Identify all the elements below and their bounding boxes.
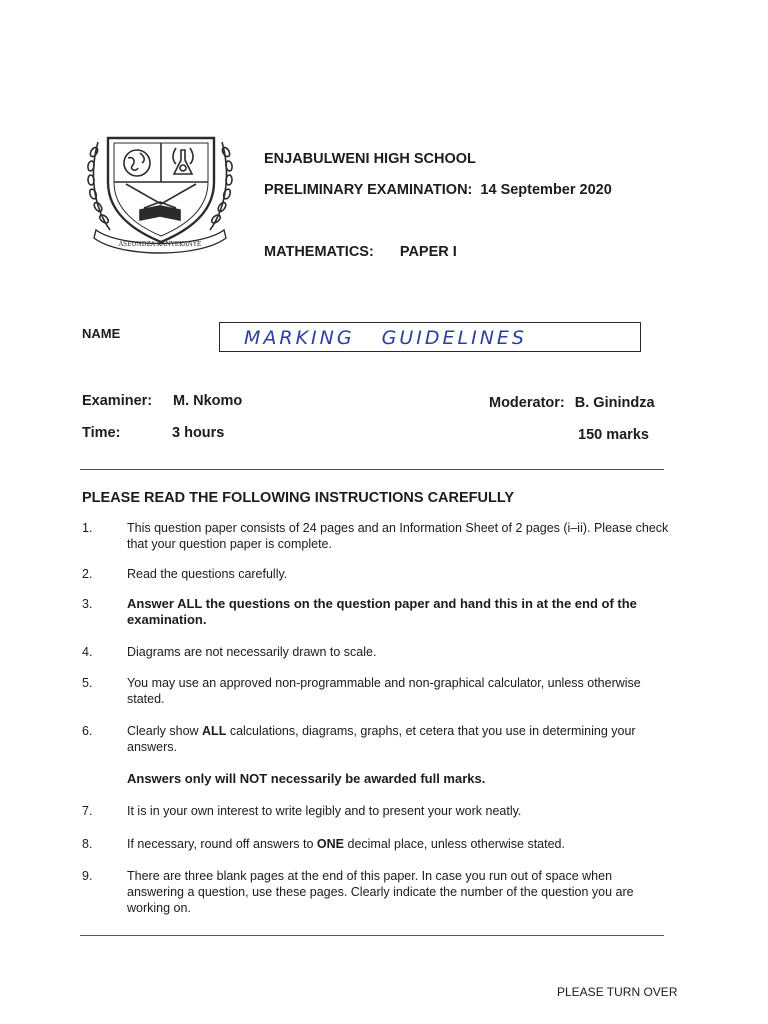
instruction-text: You may use an approved non-programmable and non-graphical calculator, unless otherwise stated.: [127, 676, 641, 706]
instructions-heading: PLEASE READ THE FOLLOWING INSTRUCTIONS CAREFULLY: [82, 490, 515, 506]
exam-date: 14 September 2020: [480, 182, 612, 198]
open-book-icon: [140, 202, 180, 220]
exam-label: PRELIMINARY EXAMINATION:: [264, 182, 473, 198]
instruction-number: 3.: [82, 597, 93, 611]
instruction-text-part: If necessary, round off answers to: [127, 837, 317, 851]
name-handwritten-value: MARKING GUIDELINES: [244, 327, 527, 349]
paper-label: PAPER I: [399, 244, 457, 260]
laurel-left-icon: [87, 142, 110, 230]
instruction-number: 4.: [82, 645, 93, 659]
name-label: NAME: [82, 326, 121, 341]
instruction-text-part: calculations, diagrams, graphs, et cetera that you use in determining your answers.: [127, 724, 636, 754]
instruction-text: It is in your own interest to write legibly and to present your work neatly.: [127, 804, 522, 818]
instruction-number: 2.: [82, 567, 93, 581]
instruction-text: This question paper consists of 24 pages and an Information Sheet of 2 pages (i–ii). Please check that your question paper is complete.: [127, 521, 669, 551]
instruction-item: [82, 836, 672, 852]
instruction-text: [127, 836, 672, 852]
moderator: [489, 395, 655, 411]
instruction-item: [82, 868, 672, 916]
flask-icon: [173, 148, 193, 174]
instruction-number: 5.: [82, 676, 93, 690]
instruction-text-part: decimal place, unless otherwise stated.: [344, 837, 565, 851]
instruction-emphasis: ONE: [316, 837, 345, 851]
instruction-note: [82, 771, 672, 787]
instruction-item: [82, 675, 672, 707]
instruction-text: There are three blank pages at the end of this paper. In case you run out of space when answering a question, use these pages. Clearly indicate the number of the question you are working on.: [127, 869, 634, 915]
instruction-text: Answers only will NOT necessarily be awarded full marks.: [127, 771, 486, 786]
total-marks: 150 marks: [578, 427, 649, 443]
divider-bottom: [80, 935, 664, 936]
instruction-text: Read the questions carefully.: [127, 567, 288, 581]
time-value: 3 hours: [172, 425, 225, 441]
instruction-number: 7.: [82, 804, 93, 818]
instruction-text: Answer ALL the questions on the question paper and hand this in at the end of the examination.: [127, 596, 637, 627]
motto-text: ASEONDZA KANYEKANYE: [118, 241, 202, 248]
instructions-list: [82, 520, 672, 916]
instruction-item: [82, 803, 672, 819]
instruction-item: [82, 520, 672, 552]
instruction-number: 8.: [82, 837, 93, 851]
subject-label: MATHEMATICS:: [264, 244, 374, 260]
moderator-name: B. Ginindza: [574, 395, 655, 411]
instruction-number: 1.: [82, 521, 93, 535]
school-crest: [80, 130, 240, 260]
subject-line: [264, 244, 457, 260]
instruction-text: Diagrams are not necessarily drawn to scale.: [127, 645, 377, 659]
instruction-text-part: Clearly show: [127, 724, 203, 738]
school-name: ENJABULWENI HIGH SCHOOL: [264, 151, 476, 167]
instruction-item: [82, 596, 672, 628]
examiner-name: M. Nkomo: [173, 393, 243, 409]
globe-icon: [124, 150, 150, 176]
instruction-item: [82, 644, 672, 660]
time-label: Time:: [82, 425, 121, 441]
instruction-item: [82, 566, 672, 582]
exam-line: [264, 182, 612, 198]
instruction-text: [127, 723, 672, 755]
moderator-label: Moderator:: [489, 395, 565, 411]
instruction-item: [82, 723, 672, 755]
instruction-number: 9.: [82, 869, 93, 883]
instruction-number: 6.: [82, 724, 93, 738]
examiner-label: Examiner:: [82, 393, 153, 409]
name-field[interactable]: [219, 322, 641, 352]
instruction-emphasis: ALL: [202, 724, 227, 738]
please-turn-over: PLEASE TURN OVER: [557, 985, 678, 999]
divider-top: [80, 469, 664, 470]
